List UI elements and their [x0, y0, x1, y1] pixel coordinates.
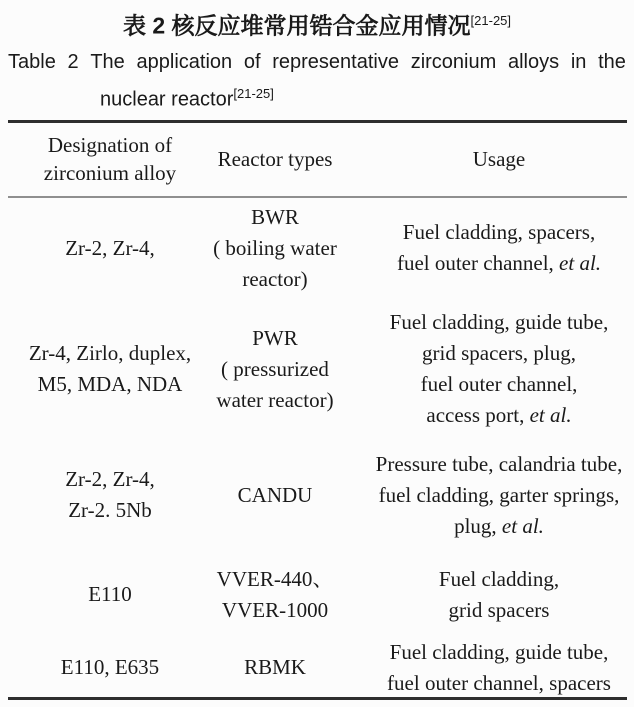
reactor-line: ( boiling water [213, 235, 337, 260]
zh-citation-superscript: [21-25] [470, 13, 512, 28]
col-header-usage [473, 123, 525, 196]
usage-text: fuel cladding, garter springs, [378, 482, 620, 507]
reactor-cell [213, 198, 337, 299]
title-word: representative [272, 51, 399, 73]
alloy-line: Zr-4, Zirlo, duplex, [28, 341, 192, 366]
title-word: 2 [67, 51, 79, 73]
title-word: The [90, 51, 125, 73]
usage-text: grid spacers, plug, [422, 341, 576, 366]
usage-line [403, 217, 595, 248]
reactor-line: VVER-1000 [221, 597, 329, 622]
usage-line [390, 307, 609, 338]
alloy-cell [29, 299, 191, 440]
title-word: alloys [507, 51, 560, 73]
alloy-line: E110 [88, 582, 132, 607]
usage-text: fuel outer channel, [420, 372, 578, 397]
et-al-italic: et al. [501, 513, 544, 538]
table-row [8, 198, 627, 299]
reactor-cell [238, 440, 313, 551]
alloy-line: M5, MDA, NDA [37, 372, 183, 397]
alloy-cell [65, 198, 155, 299]
table-title-zh [0, 0, 634, 39]
usage-text: Pressure tube, calandria tube, [375, 451, 623, 476]
alloy-line: Zr-2, Zr-4, [65, 235, 155, 260]
title-word: of [243, 51, 261, 73]
table-row [8, 440, 627, 551]
col-header-reactor [218, 123, 333, 196]
usage-cell [387, 639, 611, 697]
table-title-en-line2-text: nuclear reactor [100, 88, 234, 111]
reactor-cell [217, 551, 334, 639]
col-header-reactor-label: Reactor types [217, 147, 333, 172]
alloy-cell [65, 440, 155, 551]
title-word: zirconium [410, 51, 497, 73]
usage-line [439, 564, 559, 595]
usage-line [422, 338, 576, 369]
usage-text: Fuel cladding, guide tube, [389, 310, 609, 335]
data-table [8, 120, 627, 700]
col-header-alloy-line1: Designation of [47, 133, 173, 158]
usage-cell [439, 551, 559, 639]
table-row [8, 551, 627, 639]
usage-line [397, 248, 601, 279]
usage-text: Fuel cladding, spacers, [402, 220, 596, 245]
reactor-cell [244, 639, 306, 697]
reactor-line: reactor) [242, 266, 308, 291]
usage-line [379, 480, 620, 511]
usage-text: plug, [454, 513, 502, 538]
reactor-line: VVER-440、 [216, 566, 334, 591]
usage-line [387, 668, 611, 699]
usage-line [454, 511, 544, 542]
reactor-line: RBMK [244, 655, 306, 680]
table-row [8, 639, 627, 697]
et-al-italic: et al. [529, 403, 572, 428]
col-header-alloy-line2: zirconium alloy [43, 161, 177, 186]
title-word: application [136, 51, 233, 73]
col-header-usage-label: Usage [472, 147, 526, 172]
alloy-cell [61, 639, 159, 697]
usage-cell [390, 299, 609, 440]
alloy-cell [88, 551, 132, 639]
usage-line [376, 449, 623, 480]
reactor-cell [216, 299, 333, 440]
table-row [8, 299, 627, 440]
usage-cell [397, 198, 601, 299]
usage-cell [376, 440, 623, 551]
usage-line [426, 400, 571, 431]
reactor-line: PWR [252, 325, 298, 350]
title-word: the [598, 51, 626, 73]
usage-line [449, 595, 550, 626]
usage-text: grid spacers [448, 597, 550, 622]
usage-line [390, 637, 609, 668]
usage-text: access port, [426, 403, 530, 428]
table-title-en-line2 [100, 78, 626, 116]
usage-text: fuel outer channel, [396, 251, 560, 276]
alloy-line: Zr-2, Zr-4, [65, 467, 155, 492]
usage-text: Fuel cladding, [438, 566, 560, 591]
table-title-en-line1 [8, 46, 626, 78]
usage-line [421, 369, 578, 400]
alloy-line: E110, E635 [60, 655, 160, 680]
et-al-italic: et al. [559, 251, 602, 276]
reactor-line: ( pressurized [221, 356, 329, 381]
usage-text: Fuel cladding, guide tube, [389, 639, 609, 664]
table-title-en [8, 46, 626, 116]
title-word: Table [8, 51, 56, 73]
en-citation-superscript: [21-25] [233, 86, 274, 101]
table-title-zh-text: 表 2 核反应堆常用锆合金应用情况 [122, 12, 471, 39]
col-header-alloy [44, 123, 176, 196]
reactor-line: water reactor) [216, 387, 334, 412]
reactor-line: BWR [251, 204, 299, 229]
usage-text: fuel outer channel, spacers [387, 670, 611, 695]
header-row [8, 123, 627, 198]
reactor-line: CANDU [237, 482, 313, 507]
title-word: in [570, 51, 587, 73]
alloy-line: Zr-2. 5Nb [68, 498, 152, 523]
